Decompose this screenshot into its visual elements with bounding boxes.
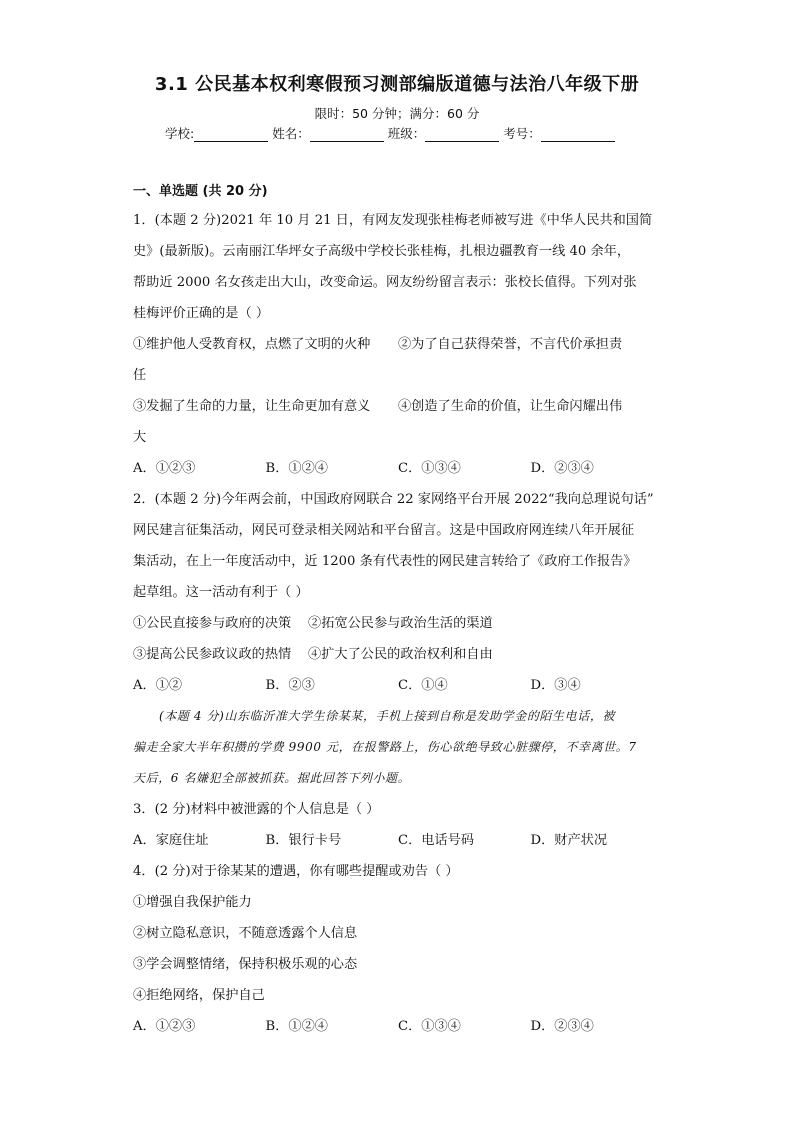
field-exam-number[interactable]: 考号： [503, 124, 619, 142]
option-b[interactable]: B．银行卡号 [265, 833, 342, 848]
q1-statements-row2: ③发掘了生命的力量，让生命更加有意义 ④创造了生命的价值，让生命闪耀出伟 [133, 399, 623, 414]
option-c[interactable]: C．①③④ [398, 1019, 461, 1034]
option-b[interactable]: B．①②④ [265, 461, 328, 476]
page-title: 3.1 公民基本权利寒假预习测部编版道德与法治八年级下册 [154, 74, 640, 95]
option-c[interactable]: C．①③④ [398, 461, 461, 476]
q1-statements-row1: ①维护他人受教育权，点燃了文明的火种 ②为了自己获得荣誉，不言代价承担责 [133, 337, 623, 352]
option-d[interactable]: D．②③④ [530, 1019, 594, 1034]
option-c[interactable]: C．①④ [398, 678, 448, 693]
option-a[interactable]: A．①②③ [133, 461, 196, 476]
option-b[interactable]: B．①②④ [265, 1019, 328, 1034]
q3-options [133, 825, 663, 856]
section-heading: 一、单选题 (共 20 分) [133, 184, 268, 199]
name-blank[interactable] [310, 127, 384, 142]
field-class[interactable]: 班级： [388, 124, 504, 142]
field-school[interactable]: 学校: [165, 124, 272, 142]
option-d[interactable]: D．③④ [530, 678, 581, 693]
school-blank[interactable] [194, 127, 268, 142]
exam-number-blank[interactable] [541, 127, 615, 142]
option-a[interactable]: A．①②③ [133, 1019, 196, 1034]
q1-options [133, 453, 663, 484]
class-blank[interactable] [425, 127, 499, 142]
option-c[interactable]: C．电话号码 [398, 833, 475, 848]
question-4: 4．(2 分)对于徐某某的遭遇，你有哪些提醒或劝告（ ） ①增强自我保护能力 ②树立隐私意识，不随意透露个人信息 ③学会调整情绪，保持积极乐观的心态 ④拒绝网络，保护自己 A．①②③ B．①②④ C．①③④ D．②③④ [133, 856, 663, 1042]
q2-options [133, 670, 663, 701]
question-2: 2．(本题 2 分)今年两会前，中国政府网联合 22 家网络平台开展 2022“我向总理说句话” 网民建言征集活动，网民可登录相关网站和平台留言。这是中国政府网连续八年开展征 集活动，在上一年度活动中，近 1200 条有代表性的网民建言转给了《政府工作报告》 起草组。这一活动有利于（ ） ①公民直接参与政府的决策 ②拓宽公民参与政治生活的渠道 ③提高公民参政议政的热情 ④扩大了公民的政治权利和自由 A．①② B．②③ C．①④ D．③④ [133, 484, 663, 701]
time-score-limit: 限时：50 分钟；满分：60 分 [314, 106, 480, 121]
option-a[interactable]: A．家庭住址 [133, 833, 209, 848]
material-passage: (本题 4 分)山东临沂准大学生徐某某，手机上接到自称是发助学金的陌生电话，被 骗走全家大半年积攒的学费 9900 元，在报警路上，伤心欲绝导致心脏骤停，不幸离世。7 天后，6 名嫌犯全部被抓获。据此回答下列小题。 [133, 709, 637, 785]
question-3: 3．(2 分)材料中被泄露的个人信息是（ ） A．家庭住址 B．银行卡号 C．电话号码 D．财产状况 [133, 794, 663, 856]
option-d[interactable]: D．财产状况 [530, 833, 608, 848]
option-d[interactable]: D．②③④ [530, 461, 594, 476]
q4-options [133, 1011, 663, 1042]
question-1: 1．(本题 2 分)2021 年 10 月 21 日，有网友发现张桂梅老师被写进《中华人民共和国简 史》(最新版)。云南丽江华坪女子高级中学校长张桂梅，扎根边疆教育一线 40 余年， 帮助近 2000 名女孩走出大山，改变命运。网友纷纷留言表示：张校长值得。下列对张 桂梅评价正确的是（ ） ①维护他人受教育权，点燃了文明的火种 ②为了自己获得荣誉，不言代价承担责 任 ③发掘了生命的力量，让生命更加有意义 ④创造了生命的价值，让生命闪耀出伟 大 A．①②③ B．①②④ C．①③④ D．②③④ [133, 205, 663, 484]
option-a[interactable]: A．①② [133, 678, 183, 693]
field-name[interactable]: 姓名： [272, 124, 388, 142]
option-b[interactable]: B．②③ [265, 678, 315, 693]
exam-content [133, 180, 663, 1042]
student-info-fields [165, 124, 619, 142]
